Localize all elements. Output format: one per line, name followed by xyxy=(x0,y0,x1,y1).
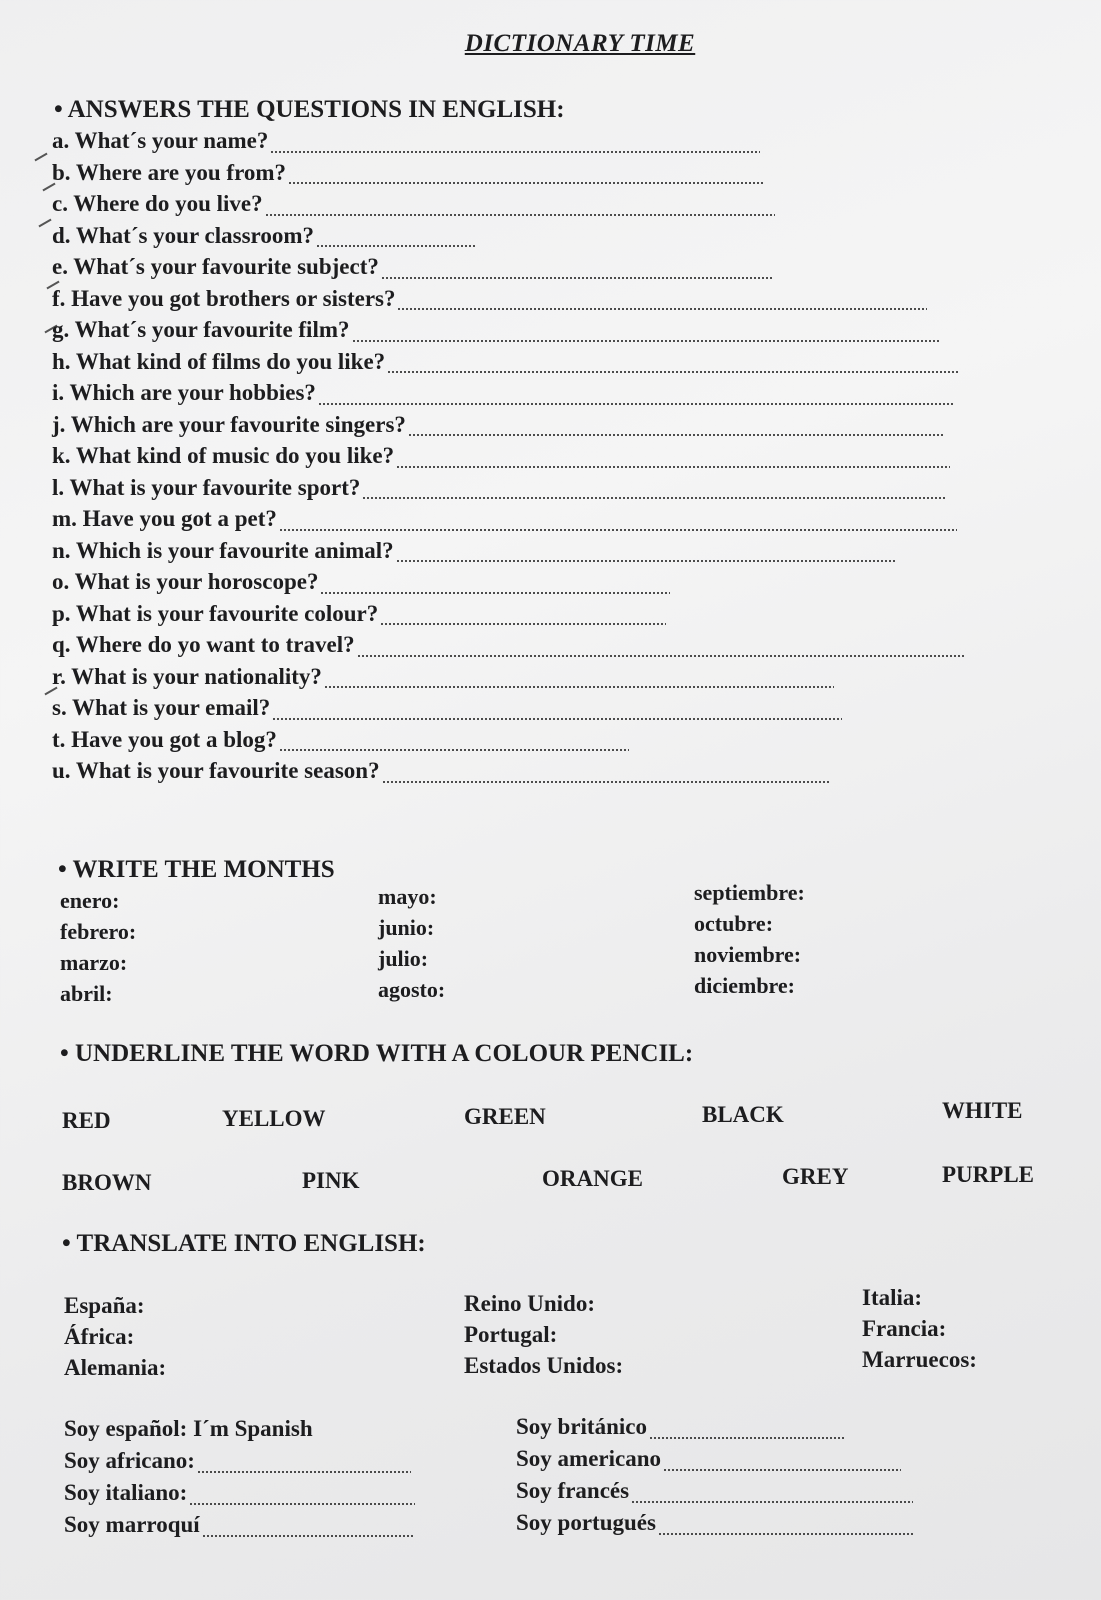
colour-word[interactable]: GREEN xyxy=(464,1104,546,1129)
question-text: l. What is your favourite sport? xyxy=(52,474,361,500)
answer-line[interactable] xyxy=(202,1535,414,1537)
question-item xyxy=(52,128,1052,160)
question-item xyxy=(52,412,1052,444)
section-translate-heading: • TRANSLATE INTO ENGLISH: xyxy=(62,1230,426,1257)
months-grid xyxy=(60,880,960,1009)
answer-line[interactable] xyxy=(272,718,842,720)
question-item xyxy=(52,727,1052,759)
nationality-text: Soy italiano: xyxy=(64,1480,188,1505)
question-item xyxy=(52,191,1052,223)
answer-line[interactable] xyxy=(362,497,946,499)
answer-line[interactable] xyxy=(396,560,896,562)
question-text: h. What kind of films do you like? xyxy=(52,348,386,374)
answer-line[interactable] xyxy=(189,1503,415,1505)
question-item xyxy=(52,160,1052,192)
month-label: noviembre: xyxy=(694,942,802,967)
question-item xyxy=(52,664,1052,696)
answer-line[interactable] xyxy=(352,340,940,342)
question-text: t. Have you got a blog? xyxy=(52,726,277,752)
nationality-text: Soy americano xyxy=(516,1446,662,1471)
month-label: junio: xyxy=(378,915,435,940)
question-text: s. What is your email? xyxy=(52,695,271,720)
month-label: marzo: xyxy=(60,950,128,975)
month-label: octubre: xyxy=(694,911,774,936)
answer-line[interactable] xyxy=(320,592,670,594)
answer-line[interactable] xyxy=(658,1533,914,1535)
question-text: c. Where do you live? xyxy=(52,191,263,216)
countries-column xyxy=(862,1282,977,1375)
questions-list xyxy=(52,128,1052,790)
answer-line[interactable] xyxy=(408,434,944,436)
answer-line[interactable] xyxy=(382,781,830,783)
countries-column xyxy=(64,1290,166,1383)
colour-word[interactable]: GREY xyxy=(782,1164,849,1189)
country-label: Reino Unido: xyxy=(464,1291,595,1316)
countries-column xyxy=(464,1288,623,1381)
nationality-item xyxy=(64,1480,415,1512)
question-text: f. Have you got brothers or sisters? xyxy=(52,285,396,311)
month-label: mayo: xyxy=(378,884,437,909)
nationality-text: Soy portugués xyxy=(516,1510,656,1535)
nationality-right-list xyxy=(516,1414,914,1542)
answer-line[interactable] xyxy=(197,1471,411,1473)
nationality-item xyxy=(516,1478,914,1510)
page-title: DICTIONARY TIME xyxy=(464,30,696,57)
nationality-item xyxy=(516,1510,914,1542)
months-column xyxy=(378,881,694,1009)
answer-line[interactable] xyxy=(397,308,927,310)
question-text: k. What kind of music do you like? xyxy=(52,443,395,468)
month-label: enero: xyxy=(60,888,120,913)
question-item xyxy=(52,632,1052,664)
colour-word[interactable]: WHITE xyxy=(942,1098,1023,1123)
question-text: j. Which are your favourite singers? xyxy=(52,411,406,437)
pencil-tick-mark xyxy=(38,219,51,228)
month-label: julio: xyxy=(378,946,429,971)
question-item xyxy=(52,286,1052,318)
question-item xyxy=(52,601,1052,633)
country-label: Italia: xyxy=(862,1285,923,1310)
colour-word[interactable]: PINK xyxy=(302,1168,360,1193)
colour-word[interactable]: PURPLE xyxy=(942,1162,1034,1187)
section-questions-heading: • ANSWERS THE QUESTIONS IN ENGLISH: xyxy=(54,96,565,123)
answer-line[interactable] xyxy=(316,245,476,247)
months-column xyxy=(60,885,378,1009)
question-text: i. Which are your hobbies? xyxy=(52,380,316,405)
colour-word[interactable]: ORANGE xyxy=(542,1166,643,1191)
question-item xyxy=(52,506,1052,538)
colour-word[interactable]: RED xyxy=(62,1108,111,1133)
question-item xyxy=(52,695,1052,727)
month-label: diciembre: xyxy=(694,973,796,998)
nationality-text: Soy marroquí xyxy=(64,1512,200,1537)
nationality-item xyxy=(64,1512,415,1544)
country-label: Estados Unidos: xyxy=(464,1353,624,1378)
question-item xyxy=(52,254,1052,286)
nationality-text: Soy africano: xyxy=(64,1448,195,1473)
answer-line[interactable] xyxy=(288,182,764,184)
question-item xyxy=(52,317,1052,349)
question-item xyxy=(52,538,1052,570)
nationality-text: Soy francés xyxy=(516,1478,630,1503)
colour-word[interactable]: YELLOW xyxy=(222,1106,326,1131)
country-label: Marruecos: xyxy=(862,1347,977,1372)
nationality-left-list xyxy=(64,1416,415,1544)
question-text: r. What is your nationality? xyxy=(52,663,322,689)
country-label: Francia: xyxy=(862,1316,947,1341)
nationality-text: Soy británico xyxy=(516,1414,647,1439)
nationality-item xyxy=(516,1446,914,1478)
question-text: q. Where do yo want to travel? xyxy=(52,632,355,657)
answer-line[interactable] xyxy=(381,277,773,279)
country-label: Alemania: xyxy=(64,1355,167,1380)
question-text: u. What is your favourite season? xyxy=(52,758,380,783)
question-text: d. What´s your classroom? xyxy=(52,222,314,248)
question-item xyxy=(52,443,1052,475)
section-colours-heading: • UNDERLINE THE WORD WITH A COLOUR PENCIL: xyxy=(60,1040,694,1067)
month-label: agosto: xyxy=(378,977,446,1002)
country-label: Portugal: xyxy=(464,1322,558,1347)
answer-line[interactable] xyxy=(318,403,954,405)
nationality-example xyxy=(64,1416,415,1448)
question-item xyxy=(52,569,1052,601)
question-item xyxy=(52,349,1052,381)
months-column xyxy=(694,877,805,1009)
question-text: o. What is your horoscope? xyxy=(52,569,319,594)
country-label: España: xyxy=(64,1293,145,1318)
nationality-item xyxy=(64,1448,415,1480)
question-item xyxy=(52,758,1052,790)
colour-word[interactable]: BLACK xyxy=(702,1102,784,1127)
colour-word[interactable]: BROWN xyxy=(62,1170,152,1195)
question-text: g. What´s your favourite film? xyxy=(52,317,350,342)
question-text: p. What is your favourite colour? xyxy=(52,600,379,626)
question-text: m. Have you got a pet? xyxy=(52,506,277,531)
answer-line[interactable] xyxy=(396,466,950,468)
answer-line[interactable] xyxy=(279,529,957,531)
question-text: n. Which is your favourite animal? xyxy=(52,537,394,563)
month-label: febrero: xyxy=(60,919,137,944)
month-label: abril: xyxy=(60,981,113,1006)
section-months-heading: • WRITE THE MONTHS xyxy=(58,856,335,883)
question-text: b. Where are you from? xyxy=(52,159,287,185)
question-item xyxy=(52,380,1052,412)
answer-line[interactable] xyxy=(270,151,760,153)
answer-line[interactable] xyxy=(663,1469,901,1471)
answer-line[interactable] xyxy=(279,749,629,751)
answer-line[interactable] xyxy=(357,655,965,657)
question-item xyxy=(52,475,1052,507)
nationality-item xyxy=(516,1414,914,1446)
month-label: septiembre: xyxy=(694,880,805,905)
answer-line[interactable] xyxy=(631,1501,913,1503)
question-item xyxy=(52,223,1052,255)
answer-line[interactable] xyxy=(324,686,834,688)
answer-line[interactable] xyxy=(380,623,666,625)
answer-line[interactable] xyxy=(387,371,959,373)
question-text: a. What´s your name? xyxy=(52,128,269,153)
nationality-text: Soy español: I´m Spanish xyxy=(64,1416,313,1441)
answer-line[interactable] xyxy=(265,214,775,216)
pencil-tick-mark xyxy=(34,153,47,162)
answer-line[interactable] xyxy=(649,1437,845,1439)
question-text: e. What´s your favourite subject? xyxy=(52,254,379,279)
country-label: África: xyxy=(64,1324,135,1349)
